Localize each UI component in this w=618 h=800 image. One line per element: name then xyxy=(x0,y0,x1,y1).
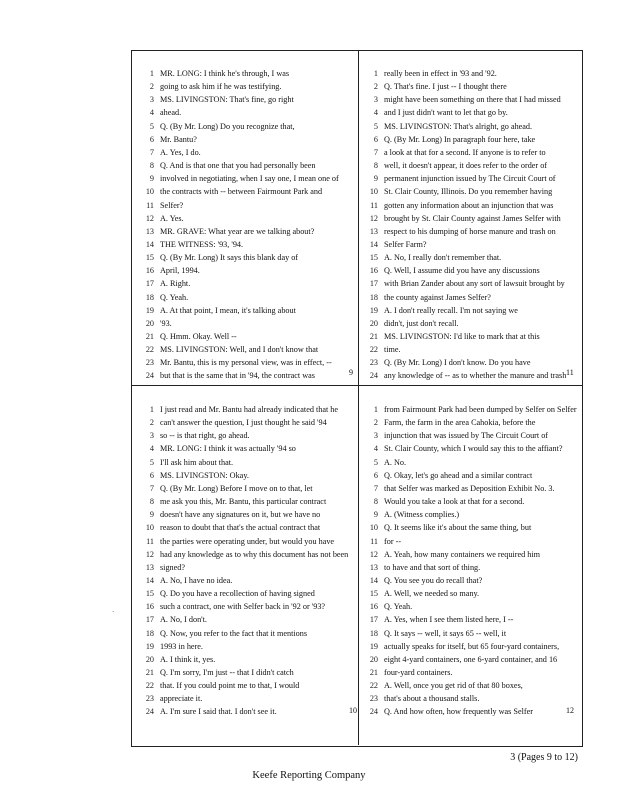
line-number: 19 xyxy=(145,641,154,651)
line-text: for -- xyxy=(384,536,402,546)
transcript-line xyxy=(140,120,355,133)
line-number: 23 xyxy=(145,358,154,368)
transcript-line xyxy=(140,613,355,626)
transcript-line xyxy=(364,403,579,416)
line-number: 7 xyxy=(149,483,154,493)
line-number: 13 xyxy=(145,226,154,236)
line-number: 24 xyxy=(369,371,378,381)
transcript-line xyxy=(140,212,355,225)
line-text: A. Right. xyxy=(160,279,191,289)
line-text: A. Yes, I do. xyxy=(160,147,201,157)
page-range: 3 (Pages 9 to 12) xyxy=(510,752,578,763)
line-text: A. Yes, when I see them listed here, I -- xyxy=(384,615,514,625)
transcript-line xyxy=(364,653,579,666)
transcript-line xyxy=(364,106,579,119)
line-number: 3 xyxy=(373,431,378,441)
line-text: Selfer Farm? xyxy=(384,239,427,249)
line-number: 12 xyxy=(369,549,378,559)
transcript-line xyxy=(364,692,579,705)
line-number: 7 xyxy=(373,147,378,157)
line-number: 5 xyxy=(149,121,154,131)
line-text: A. Yes. xyxy=(160,213,184,223)
page-number: 9 xyxy=(349,368,353,377)
line-number: 3 xyxy=(373,95,378,105)
line-text: Q. That's fine. I just -- I thought there xyxy=(384,82,507,92)
transcript-line xyxy=(364,416,579,429)
line-text: Q. (By Mr. Long) It says this blank day of xyxy=(160,253,299,263)
line-number: 8 xyxy=(373,161,378,171)
line-text: I'll ask him about that. xyxy=(160,457,234,467)
line-text: Q. (By Mr. Long) Before I move on to that, let xyxy=(160,483,313,493)
line-number: 16 xyxy=(369,602,378,612)
line-text: '93. xyxy=(160,318,172,328)
line-text: Q. And how often, how frequently was Selfer xyxy=(384,707,533,717)
line-number: 7 xyxy=(149,147,154,157)
line-number: 14 xyxy=(145,575,154,585)
line-text: Q. (By Mr. Long) In paragraph four here, take xyxy=(384,134,536,144)
line-text: signed? xyxy=(160,562,186,572)
line-number: 9 xyxy=(373,174,378,184)
line-number: 10 xyxy=(145,523,154,533)
line-text: A. I think it, yes. xyxy=(160,654,216,664)
line-number: 17 xyxy=(369,615,378,625)
line-number: 16 xyxy=(145,602,154,612)
line-number: 11 xyxy=(146,536,154,546)
transcript-line xyxy=(140,238,355,251)
line-number: 21 xyxy=(145,332,154,341)
transcript-line xyxy=(140,692,355,705)
transcript-line xyxy=(364,508,579,521)
transcript-line xyxy=(364,317,579,330)
transcript-line xyxy=(364,264,579,277)
transcript-line xyxy=(140,277,355,290)
line-number: 3 xyxy=(149,431,154,441)
transcript-line xyxy=(140,67,355,80)
line-text: MS. LIVINGSTON: Well, and I don't know that xyxy=(160,345,319,355)
line-text: MR. GRAVE: What year are we talking about? xyxy=(160,226,315,236)
transcript-line xyxy=(140,172,355,185)
transcript-line xyxy=(364,561,579,574)
line-number: 5 xyxy=(149,457,154,467)
transcript-line xyxy=(140,416,355,429)
transcript-line xyxy=(364,80,579,93)
line-text: time. xyxy=(384,345,401,355)
line-text: from Fairmount Park had been dumped by Selfer on Selfer xyxy=(384,405,577,414)
line-text: A. No, I have no idea. xyxy=(160,575,233,585)
line-number: 21 xyxy=(369,332,378,341)
transcript-line xyxy=(140,548,355,561)
line-number: 16 xyxy=(145,266,154,276)
transcript-line xyxy=(140,508,355,521)
line-number: 14 xyxy=(369,239,378,249)
line-text: MR. LONG: I think he's through, I was xyxy=(160,69,290,78)
line-number: 11 xyxy=(146,200,154,210)
line-number: 23 xyxy=(145,694,154,704)
line-number: 12 xyxy=(369,213,378,223)
line-number: 24 xyxy=(369,707,378,717)
page-number: 11 xyxy=(566,368,574,377)
line-number: 17 xyxy=(145,615,154,625)
transcript-line xyxy=(364,574,579,587)
line-number: 22 xyxy=(145,345,154,355)
transcript-line xyxy=(364,238,579,251)
line-number: 22 xyxy=(145,681,154,691)
line-text: respect to his dumping of horse manure and trash on xyxy=(384,226,556,236)
line-text: that Selfer was marked as Deposition Exhibit No. 3. xyxy=(384,483,555,493)
line-text: brought by St. Clair County against James Selfer with xyxy=(384,213,561,223)
transcript-line xyxy=(364,120,579,133)
line-text: Mr. Bantu? xyxy=(160,134,197,144)
transcript-line xyxy=(140,666,355,679)
line-text: St. Clair County, Illinois. Do you remember having xyxy=(384,187,553,197)
line-text: MS. LIVINGSTON: That's fine, go right xyxy=(160,95,294,105)
transcript-line xyxy=(364,456,579,469)
transcript-line xyxy=(140,304,355,317)
transcript-line xyxy=(140,291,355,304)
transcript-line xyxy=(140,705,355,718)
line-text: really been in effect in '93 and '92. xyxy=(384,69,497,78)
line-text: Mr. Bantu, this is my personal view, was in effect, -- xyxy=(160,358,332,368)
line-text: A. No, I really don't remember that. xyxy=(384,253,502,263)
line-text: me ask you this, Mr. Bantu, this particular contract xyxy=(160,497,327,507)
transcript-line xyxy=(364,93,579,106)
line-number: 17 xyxy=(145,279,154,289)
line-text: MR. LONG: I think it was actually '94 so xyxy=(160,444,296,454)
line-number: 22 xyxy=(369,681,378,691)
line-text: had any knowledge as to why this document has not been xyxy=(160,549,349,559)
transcript-line xyxy=(140,93,355,106)
line-text: Q. Okay, let's go ahead and a similar contract xyxy=(384,470,533,480)
transcript-line xyxy=(364,185,579,198)
line-number: 18 xyxy=(145,628,154,638)
transcript-line xyxy=(140,225,355,238)
line-text: Would you take a look at that for a second. xyxy=(384,497,525,507)
line-text: four-yard containers. xyxy=(384,668,453,677)
line-text: 1993 in here. xyxy=(160,641,203,651)
line-text: St. Clair County, which I would say this to the affiant? xyxy=(384,444,563,454)
transcript-line xyxy=(364,199,579,212)
transcript-line xyxy=(140,442,355,455)
line-number: 6 xyxy=(373,470,378,480)
line-text: Q. It says -- well, it says 65 -- well, it xyxy=(384,628,507,638)
line-text: MS. LIVINGSTON: That's alright, go ahead. xyxy=(384,121,533,131)
transcript-line xyxy=(364,291,579,304)
transcript-line xyxy=(140,343,355,356)
transcript-line xyxy=(140,133,355,146)
transcript-line xyxy=(140,640,355,653)
transcript-line xyxy=(140,456,355,469)
line-number: 14 xyxy=(369,575,378,585)
transcript-line xyxy=(140,627,355,640)
page-number: 12 xyxy=(566,706,574,715)
transcript-line xyxy=(140,264,355,277)
line-number: 8 xyxy=(149,497,154,507)
line-number: 7 xyxy=(373,483,378,493)
line-text: Farm, the farm in the area Cahokia, before the xyxy=(384,418,536,428)
transcript-line xyxy=(364,330,579,343)
line-text: to have and that sort of thing. xyxy=(384,562,481,572)
line-number: 20 xyxy=(145,654,154,664)
line-text: gotten any information about an injunction that was xyxy=(384,200,554,210)
transcript-line xyxy=(364,225,579,238)
transcript-line xyxy=(140,521,355,534)
transcript-line xyxy=(140,330,355,343)
line-number: 2 xyxy=(373,418,378,428)
line-text: appreciate it. xyxy=(160,694,203,704)
transcript-line xyxy=(140,679,355,692)
line-number: 11 xyxy=(370,200,378,210)
line-number: 2 xyxy=(373,82,378,92)
transcript-line xyxy=(140,561,355,574)
line-text: A. I'm sure I said that. I don't see it. xyxy=(160,707,277,717)
transcript-line xyxy=(140,251,355,264)
transcript-line xyxy=(364,482,579,495)
line-text: A. Well, once you get rid of that 80 boxes, xyxy=(384,681,523,691)
transcript-line xyxy=(140,495,355,508)
line-text: Q. (By Mr. Long) I don't know. Do you have xyxy=(384,358,531,368)
line-text: Q. Well, I assume did you have any discussions xyxy=(384,266,540,276)
line-text: Q. Now, you refer to the fact that it mentions xyxy=(160,628,308,638)
transcript-line xyxy=(140,369,355,382)
transcript-line xyxy=(364,304,579,317)
line-number: 23 xyxy=(369,358,378,368)
line-text: ahead. xyxy=(160,108,182,118)
line-text: actually speaks for itself, but 65 four-yard containers, xyxy=(384,641,560,651)
line-number: 9 xyxy=(149,174,154,184)
line-number: 10 xyxy=(369,187,378,197)
line-number: 18 xyxy=(369,292,378,302)
line-text: doesn't have any signatures on it, but we have no xyxy=(160,510,321,520)
line-text: that. If you could point me to that, I would xyxy=(160,681,300,691)
transcript-line xyxy=(364,369,579,382)
line-number: 20 xyxy=(145,318,154,328)
line-text: I just read and Mr. Bantu had already indicated that he xyxy=(160,405,339,414)
line-text: such a contract, one with Selfer back in '92 or '93? xyxy=(160,602,326,612)
line-text: the contracts with -- between Fairmount Park and xyxy=(160,187,323,197)
line-number: 9 xyxy=(373,510,378,520)
transcript-line xyxy=(364,172,579,185)
line-number: 15 xyxy=(369,589,378,599)
line-number: 21 xyxy=(369,668,378,677)
line-number: 6 xyxy=(373,134,378,144)
line-number: 13 xyxy=(145,562,154,572)
line-text: well, it doesn't appear, it does refer to the order of xyxy=(384,161,548,171)
line-number: 1 xyxy=(373,405,378,414)
margin-mark: · xyxy=(112,608,115,616)
line-text: A. (Witness complies.) xyxy=(384,510,460,520)
line-text: A. No. xyxy=(384,457,407,467)
line-text: A. Yeah, how many containers we required him xyxy=(384,549,540,559)
line-text: involved in negotiating, when I say one, I mean one of xyxy=(160,174,339,184)
transcript-line xyxy=(140,317,355,330)
line-text: but that is the same that in '94, the contract was xyxy=(160,371,315,381)
line-number: 22 xyxy=(369,345,378,355)
line-text: Selfer? xyxy=(160,200,184,210)
transcript-line xyxy=(140,80,355,93)
horizontal-divider xyxy=(131,385,582,386)
line-text: injunction that was issued by The Circuit Court of xyxy=(384,431,549,441)
transcript-line xyxy=(140,403,355,416)
line-number: 4 xyxy=(149,444,154,454)
line-number: 12 xyxy=(145,213,154,223)
line-number: 9 xyxy=(149,510,154,520)
transcript-line xyxy=(140,185,355,198)
transcript-line xyxy=(364,356,579,369)
line-text: so -- is that right, go ahead. xyxy=(160,431,250,441)
transcript-line xyxy=(140,159,355,172)
transcript-line xyxy=(140,199,355,212)
line-text: A. Well, we needed so many. xyxy=(384,589,480,599)
transcript-line xyxy=(140,356,355,369)
line-number: 8 xyxy=(373,497,378,507)
line-number: 2 xyxy=(149,418,154,428)
line-text: the county against James Selfer? xyxy=(384,292,491,302)
line-number: 19 xyxy=(369,641,378,651)
transcript-line xyxy=(364,679,579,692)
line-text: can't answer the question, I just thought he said '94 xyxy=(160,418,327,428)
line-number: 18 xyxy=(145,292,154,302)
transcript-line xyxy=(140,146,355,159)
line-number: 14 xyxy=(145,239,154,249)
transcript-line xyxy=(364,640,579,653)
transcript-line xyxy=(140,429,355,442)
line-text: a look at that for a second. If anyone is to refer to xyxy=(384,147,546,157)
line-number: 15 xyxy=(145,589,154,599)
transcript-line xyxy=(364,429,579,442)
line-number: 17 xyxy=(369,279,378,289)
transcript-line xyxy=(364,67,579,80)
line-text: A. At that point, I mean, it's talking about xyxy=(160,305,296,315)
line-number: 19 xyxy=(369,305,378,315)
transcript-line xyxy=(364,535,579,548)
transcript-line xyxy=(364,666,579,679)
transcript-line xyxy=(364,343,579,356)
transcript-line xyxy=(364,495,579,508)
line-text: Q. Yeah. xyxy=(160,292,189,302)
line-number: 16 xyxy=(369,266,378,276)
line-text: the parties were operating under, but would you have xyxy=(160,536,335,546)
line-text: Q. It seems like it's about the same thing, but xyxy=(384,523,532,533)
line-number: 24 xyxy=(145,371,154,381)
line-number: 1 xyxy=(149,405,154,414)
line-text: Q. Hmm. Okay. Well -- xyxy=(160,332,237,341)
line-number: 4 xyxy=(373,444,378,454)
transcript-line xyxy=(364,146,579,159)
transcript-line xyxy=(140,587,355,600)
line-text: and I just didn't want to let that go by. xyxy=(384,108,508,118)
transcript-line xyxy=(140,535,355,548)
transcript-line xyxy=(364,159,579,172)
line-number: 11 xyxy=(370,536,378,546)
transcript-line xyxy=(364,600,579,613)
line-text: going to ask him if he was testifying. xyxy=(160,82,282,92)
page-number: 10 xyxy=(349,706,357,715)
transcript-line xyxy=(140,469,355,482)
line-number: 6 xyxy=(149,134,154,144)
line-number: 3 xyxy=(149,95,154,105)
line-text: Q. And is that one that you had personally been xyxy=(160,161,316,171)
transcript-line xyxy=(364,133,579,146)
line-number: 10 xyxy=(369,523,378,533)
line-number: 24 xyxy=(145,707,154,717)
line-number: 10 xyxy=(145,187,154,197)
line-text: A. No, I don't. xyxy=(160,615,207,625)
transcript-line xyxy=(364,442,579,455)
line-number: 5 xyxy=(373,121,378,131)
line-text: Q. You see you do recall that? xyxy=(384,575,483,585)
line-number: 15 xyxy=(145,253,154,263)
transcript-line xyxy=(364,277,579,290)
transcript-line xyxy=(364,705,579,718)
line-number: 13 xyxy=(369,562,378,572)
transcript-line xyxy=(140,106,355,119)
line-text: might have been something on there that I had missed xyxy=(384,95,561,105)
transcript-line xyxy=(364,251,579,264)
transcript-line xyxy=(140,600,355,613)
line-text: any knowledge of -- as to whether the manure and trash xyxy=(384,371,567,381)
transcript-line xyxy=(364,521,579,534)
company-name: Keefe Reporting Company xyxy=(252,770,366,781)
line-number: 4 xyxy=(149,108,154,118)
line-text: with Brian Zander about any sort of lawsuit brought by xyxy=(384,279,565,289)
line-text: Q. Yeah. xyxy=(384,602,413,612)
line-text: MS. LIVINGSTON: Okay. xyxy=(160,470,249,480)
line-number: 12 xyxy=(145,549,154,559)
line-number: 15 xyxy=(369,253,378,263)
transcript-line xyxy=(140,653,355,666)
vertical-divider xyxy=(358,50,359,745)
line-number: 18 xyxy=(369,628,378,638)
line-number: 13 xyxy=(369,226,378,236)
transcript-line xyxy=(364,548,579,561)
line-number: 8 xyxy=(149,161,154,171)
line-number: 4 xyxy=(373,108,378,118)
line-number: 20 xyxy=(369,654,378,664)
line-text: MS. LIVINGSTON: I'd like to mark that at this xyxy=(384,332,540,341)
line-text: Q. (By Mr. Long) Do you recognize that, xyxy=(160,121,295,131)
line-text: reason to doubt that that's the actual contract that xyxy=(160,523,321,533)
transcript-line xyxy=(364,469,579,482)
line-text: didn't, just don't recall. xyxy=(384,318,459,328)
line-text: permanent injunction issued by The Circuit Court of xyxy=(384,174,556,184)
transcript-line xyxy=(364,627,579,640)
line-number: 1 xyxy=(373,69,378,78)
line-number: 23 xyxy=(369,694,378,704)
line-text: Q. Do you have a recollection of having signed xyxy=(160,589,315,599)
transcript-line xyxy=(364,212,579,225)
line-number: 1 xyxy=(149,69,154,78)
line-number: 2 xyxy=(149,82,154,92)
line-number: 19 xyxy=(145,305,154,315)
transcript-line xyxy=(364,587,579,600)
line-text: April, 1994. xyxy=(160,266,200,276)
line-text: THE WITNESS: '93, '94. xyxy=(160,239,244,249)
transcript-line xyxy=(140,574,355,587)
line-text: A. I don't really recall. I'm not saying we xyxy=(384,305,518,315)
line-text: eight 4-yard containers, one 6-yard container, and 16 xyxy=(384,654,558,664)
line-number: 20 xyxy=(369,318,378,328)
line-number: 6 xyxy=(149,470,154,480)
line-text: that's about a thousand stalls. xyxy=(384,694,480,704)
line-number: 21 xyxy=(145,668,154,677)
transcript-line xyxy=(364,613,579,626)
line-text: Q. I'm sorry, I'm just -- that I didn't catch xyxy=(160,668,294,677)
line-number: 5 xyxy=(373,457,378,467)
transcript-line xyxy=(140,482,355,495)
